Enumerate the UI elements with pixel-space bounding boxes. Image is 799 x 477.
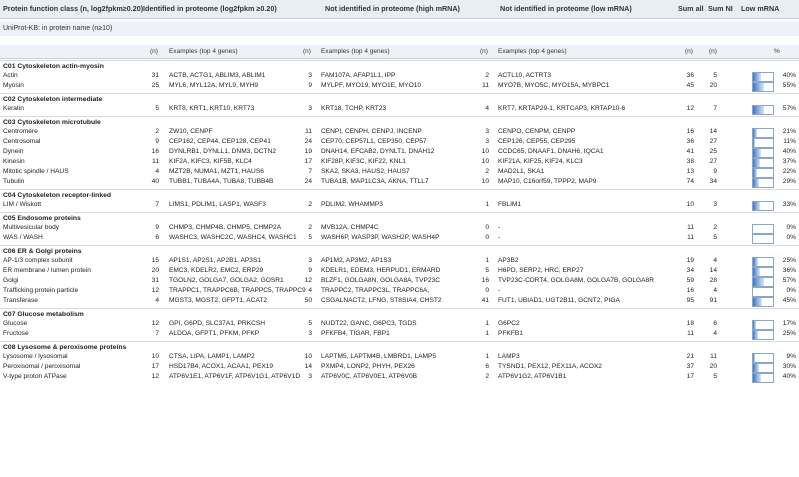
- cell-n1: 5: [155, 105, 159, 112]
- cell-sa: 10: [686, 201, 694, 208]
- low-mrna-bar-fill: [753, 73, 761, 81]
- cell-name: Golgi: [3, 277, 19, 284]
- cell-pct: 57%: [782, 105, 796, 112]
- cell-sa: 17: [686, 373, 694, 380]
- cell-e2: WASH6P, WASP3P, WASH2P, WASH4P: [321, 234, 440, 241]
- cell-sa: 11: [687, 234, 694, 241]
- low-mrna-bar-fill: [753, 179, 759, 187]
- table-row: [0, 256, 799, 266]
- cell-sn: 3: [713, 201, 717, 208]
- cell-sa: 16: [686, 128, 694, 135]
- cell-n2: 5: [308, 320, 312, 327]
- cell-n3: 10: [481, 148, 489, 155]
- low-mrna-bar: [752, 105, 774, 115]
- cell-n1: 15: [151, 257, 159, 264]
- low-mrna-bar: [752, 297, 774, 307]
- cell-n1: 9: [155, 224, 159, 231]
- cell-name: Trafficking protein particle: [3, 287, 79, 294]
- table-row: [0, 81, 799, 91]
- cell-n2: 10: [304, 353, 312, 360]
- cell-n3: 3: [485, 138, 489, 145]
- cell-e1: CHMP3, CHMP4B, CHMP5, CHMP2A: [169, 224, 282, 231]
- table-row: [0, 352, 799, 362]
- cell-n2: 9: [308, 267, 312, 274]
- table-row: [0, 319, 799, 329]
- cell-pct: 29%: [782, 178, 796, 185]
- low-mrna-bar-fill: [753, 354, 755, 362]
- cell-name: Mitotic spindle / HAUS: [3, 168, 69, 175]
- table-row: [0, 177, 799, 187]
- low-mrna-bar-fill: [753, 268, 760, 276]
- cell-e3: CENPO, CENPM, CENPP: [498, 128, 576, 135]
- cell-e1: DYNLRB1, DYNLL1, DNM3, DCTN2: [169, 148, 276, 155]
- cell-e2: SKA2, SKA3, HAUS2, HAUS7: [321, 168, 410, 175]
- cell-n3: 0: [485, 234, 489, 241]
- cell-n3: 0: [485, 287, 489, 294]
- category-title: C08 Lysosome & peroxisome proteins: [3, 344, 127, 351]
- cell-n2: 4: [308, 287, 312, 294]
- cell-n3: 1: [485, 257, 489, 264]
- table-row: [0, 167, 799, 177]
- cell-sa: 38: [686, 158, 694, 165]
- cell-pct: 0%: [786, 234, 796, 241]
- cell-pct: 36%: [782, 267, 796, 274]
- cell-sn: 4: [713, 257, 717, 264]
- cell-e2: PDLIM2, WHAMMP3: [321, 201, 383, 208]
- cell-n1: 31: [151, 72, 159, 79]
- low-mrna-bar-fill: [753, 298, 762, 306]
- cell-n2: 3: [308, 72, 312, 79]
- cell-name: Fructose: [3, 330, 29, 337]
- cell-e2: NUDT22, GANC, G6PC3, TGDS: [321, 320, 417, 327]
- cell-n1: 12: [151, 287, 159, 294]
- cell-e3: MAD2L1, SKA1: [498, 168, 545, 175]
- low-mrna-bar-fill: [753, 321, 756, 329]
- cell-e3: MAP10, C16orf59, TPPP2, MAP9: [498, 178, 597, 185]
- low-mrna-bar-fill: [753, 169, 757, 177]
- cell-e1: MGST3, MGST2, GFPT1, ACAT2: [169, 297, 268, 304]
- low-mrna-bar-fill: [753, 149, 761, 157]
- category-title: C03 Cytoskeleton microtubule: [3, 119, 101, 126]
- cell-e2: MVB12A, CHMP4C: [321, 224, 379, 231]
- cell-sn: 2: [713, 224, 717, 231]
- cell-e3: TVP23C-CDRT4, GOLGA8M, GOLGA7B, GOLGA8R: [498, 277, 654, 284]
- cell-n3: 10: [481, 158, 489, 165]
- header-function-class: Protein function class (n, log2fpkm≥0.20): [3, 4, 144, 13]
- cell-n3: 1: [485, 320, 489, 327]
- cell-n1: 17: [151, 363, 159, 370]
- table-row: [0, 276, 799, 286]
- cell-sa: 59: [686, 277, 694, 284]
- cell-sn: 6: [713, 320, 717, 327]
- cell-pct: 40%: [782, 148, 796, 155]
- cell-e2: MYLPF, MYO19, MYO1E, MYO10: [321, 82, 422, 89]
- cell-e2: CSGALNACT2, LFNG, ST8SIA4, CHST2: [321, 297, 442, 304]
- cell-sn: 20: [709, 363, 717, 370]
- cell-e2: BLZF1, GOLGA8N, GOLGA8A, TVP23C: [321, 277, 440, 284]
- cell-e3: PFKFB1: [498, 330, 523, 337]
- cell-n2: 50: [304, 297, 312, 304]
- cell-n2: 12: [304, 277, 312, 284]
- cell-e3: TYSND1, PEX12, PEX11A, ACOX2: [498, 363, 602, 370]
- cell-e3: -: [498, 234, 501, 241]
- cell-sa: 21: [686, 353, 694, 360]
- cell-e1: EMC3, KDELR2, EMC2, ERP29: [169, 267, 264, 274]
- cell-sa: 11: [687, 330, 694, 337]
- cell-e2: KDELR1, EDEM3, HERPUD1, ERMARD: [321, 267, 441, 274]
- cell-sn: 7: [713, 105, 717, 112]
- cell-name: AP-1/3 complex subunit: [3, 257, 73, 264]
- category-title: C07 Glucose metabolism: [3, 311, 84, 318]
- low-mrna-bar: [752, 201, 774, 211]
- cell-n3: 11: [482, 82, 489, 89]
- header-sum-ni: Sum NI: [708, 4, 733, 13]
- cell-sn: 4: [713, 330, 717, 337]
- cell-n3: 2: [485, 168, 489, 175]
- table-row: [0, 147, 799, 157]
- cell-n2: 2: [308, 201, 312, 208]
- cell-e2: FAM107A, AFAP1L1, IPP: [321, 72, 396, 79]
- cell-sa: 11: [687, 224, 694, 231]
- cell-pct: 17%: [782, 320, 796, 327]
- cell-name: Tubulin: [3, 178, 25, 185]
- cell-name: Peroxisomal / peroxisomal: [3, 363, 81, 370]
- cell-n1: 7: [155, 330, 159, 337]
- cell-n2: 7: [308, 168, 312, 175]
- cell-sa: 34: [686, 267, 694, 274]
- cell-n3: 1: [485, 330, 489, 337]
- cell-sn: 11: [710, 353, 717, 360]
- cell-e2: TRAPPC2, TRAPPC3L, TRAPPC6A,: [321, 287, 430, 294]
- cell-e1: MZT2B, NUMA1, MZT1, HAUS6: [169, 168, 264, 175]
- cell-sa: 41: [686, 148, 694, 155]
- cell-n1: 10: [151, 353, 159, 360]
- cell-sa: 74: [686, 178, 694, 185]
- cell-n1: 31: [151, 277, 159, 284]
- cell-name: ER membrane / lumen protein: [3, 267, 91, 274]
- table-row: [0, 127, 799, 137]
- category-title: C05 Endosome proteins: [3, 215, 81, 222]
- table-row: [0, 233, 799, 243]
- cell-name: WAS / WASH: [3, 234, 43, 241]
- cell-name: V-type proton ATPase: [3, 373, 67, 380]
- cell-e3: ATP6V1G2, ATP6V1B1: [498, 373, 567, 380]
- low-mrna-bar-fill: [753, 83, 764, 91]
- category-title: C04 Cytoskeleton receptor-linked: [3, 192, 112, 199]
- cell-sn: 5: [713, 373, 717, 380]
- category-title: C01 Cytoskeleton actin-myosin: [3, 63, 104, 70]
- category-title: C06 ER & Golgi proteins: [3, 248, 82, 255]
- cell-n3: 3: [485, 128, 489, 135]
- cell-sn: 28: [709, 277, 717, 284]
- cell-n1: 6: [155, 234, 159, 241]
- cell-pct: 9%: [786, 353, 796, 360]
- cell-n1: 25: [151, 82, 159, 89]
- cell-e1: KIF2A, KIFC3, KIF5B, KLC4: [169, 158, 252, 165]
- table-row: [0, 329, 799, 339]
- cell-sa: 37: [686, 363, 694, 370]
- cell-n2: 3: [308, 105, 312, 112]
- cell-n3: 4: [485, 105, 489, 112]
- cell-e2: LAPTM5, LAPTM4B, LMBRD1, LAMP5: [321, 353, 437, 360]
- cell-e2: ATP6V0C, ATP6V0E1, ATP6V0B: [321, 373, 418, 380]
- low-mrna-bar-fill: [753, 331, 758, 339]
- cell-e2: KIF28P, KIF3C, KIF22, KNL1: [321, 158, 406, 165]
- cell-n2: 2: [308, 224, 312, 231]
- cell-n3: 1: [485, 201, 489, 208]
- cell-e3: FUT1, UBIAD1, UGT2B11, GCNT2, PIGA: [498, 297, 620, 304]
- cell-e2: KRT18, TCHP, KRT23: [321, 105, 387, 112]
- cell-n1: 7: [155, 201, 159, 208]
- low-mrna-bar: [752, 330, 774, 340]
- cell-n3: 0: [485, 224, 489, 231]
- cell-e3: LAMP3: [498, 353, 520, 360]
- cell-name: Myosin: [3, 82, 24, 89]
- table-row: [0, 71, 799, 81]
- cell-n3: 2: [485, 72, 489, 79]
- cell-e1: GPI, G6PD, SLC37A1, PRKCSH: [169, 320, 266, 327]
- cell-n2: 24: [304, 178, 312, 185]
- cell-n2: 9: [308, 82, 312, 89]
- cell-name: Centromere: [3, 128, 38, 135]
- subheader-uniprot: UniProt-KB: in protein name (n≥10): [0, 21, 799, 36]
- cell-e1: WASHC3, WASHC2C, WASHC4, WASHC1: [169, 234, 297, 241]
- cell-e3: CCDC65, DNAAF1, DNAH6, IQCA1: [498, 148, 604, 155]
- cell-pct: 21%: [782, 128, 796, 135]
- cell-name: Kinesin: [3, 158, 25, 165]
- cell-e1: LIMS1, PDLIM1, LASP1, WASF3: [169, 201, 266, 208]
- low-mrna-bar: [752, 82, 774, 92]
- cell-pct: 0%: [786, 287, 796, 294]
- cell-pct: 40%: [782, 373, 796, 380]
- cell-n1: 11: [152, 158, 159, 165]
- cell-sa: 95: [686, 297, 694, 304]
- cell-e2: CEP70, CEP57L1, CEP350, CEP57: [321, 138, 427, 145]
- cell-e3: KIF21A, KIF25, KIF24, KLC3: [498, 158, 583, 165]
- cell-e1: MYL6, MYL12A, MYL9, MYH9: [169, 82, 259, 89]
- cell-pct: 40%: [782, 72, 796, 79]
- header-not-identified-high: Not identified in proteome (high mRNA): [325, 4, 460, 13]
- cell-e2: PXMP4, LONP2, PHYH, PEX26: [321, 363, 415, 370]
- cell-name: Centrosomal: [3, 138, 41, 145]
- cell-n2: 14: [304, 363, 312, 370]
- cell-e1: ACTB, ACTG1, ABLIM3, ABLIM1: [169, 72, 266, 79]
- cell-pct: 22%: [782, 168, 796, 175]
- cell-n2: 24: [304, 138, 312, 145]
- cell-n3: 2: [485, 373, 489, 380]
- cell-n3: 16: [481, 277, 489, 284]
- cell-sn: 25: [709, 148, 717, 155]
- header-identified: Identified in proteome (log2fpkm ≥0.20): [143, 4, 277, 13]
- cell-n2: 17: [304, 158, 312, 165]
- cell-e3: H6PD, SERP2, HRC, ERP27: [498, 267, 584, 274]
- cell-n3: 41: [481, 297, 489, 304]
- cell-name: Lysosome / lysosomal: [3, 353, 68, 360]
- header-not-identified-low: Not identified in proteome (low mRNA): [500, 4, 632, 13]
- cell-e1: TRAPPC1, TRAPPC6B, TRAPPC5, TRAPPC9: [169, 287, 306, 294]
- cell-e1: KRT8, KRT1, KRT10, KRT73: [169, 105, 255, 112]
- cell-e3: MYO7B, MYO5C, MYO15A, MYBPC1: [498, 82, 610, 89]
- table-row: [0, 286, 799, 296]
- cell-e3: -: [498, 224, 501, 231]
- cell-sn: 91: [709, 297, 717, 304]
- low-mrna-bar: [752, 234, 774, 244]
- cell-e3: -: [498, 287, 501, 294]
- cell-n1: 4: [155, 168, 159, 175]
- low-mrna-bar-fill: [753, 364, 759, 372]
- low-mrna-bar-fill: [753, 374, 761, 382]
- cell-pct: 11%: [783, 138, 796, 145]
- cell-n1: 40: [151, 178, 159, 185]
- cell-n1: 20: [151, 267, 159, 274]
- cell-n2: 3: [308, 330, 312, 337]
- cell-sn: 27: [709, 158, 717, 165]
- low-mrna-bar-fill: [753, 106, 764, 114]
- cell-e3: KRT7, KRTAP29-1, KRTCAP3, KRTAP10-6: [498, 105, 626, 112]
- cell-n2: 19: [304, 148, 312, 155]
- cell-n1: 12: [151, 320, 159, 327]
- cell-name: Actin: [3, 72, 18, 79]
- cell-sn: 14: [709, 128, 717, 135]
- cell-pct: 25%: [782, 257, 796, 264]
- table-row: [0, 362, 799, 372]
- cell-e2: CENPI, CENPH, CENPJ, INCENP: [321, 128, 422, 135]
- cell-n3: 1: [485, 353, 489, 360]
- table-row: [0, 296, 799, 306]
- low-mrna-bar-fill: [753, 278, 764, 286]
- cell-n1: 2: [155, 128, 159, 135]
- table-row: [0, 157, 799, 167]
- cell-sn: 27: [709, 138, 717, 145]
- table-row: [0, 104, 799, 114]
- cell-sa: 16: [686, 287, 694, 294]
- cell-pct: 25%: [782, 330, 796, 337]
- cell-sn: 34: [709, 178, 717, 185]
- cell-n3: 6: [485, 363, 489, 370]
- low-mrna-bar-fill: [753, 139, 755, 147]
- cell-sa: 36: [686, 138, 694, 145]
- cell-n3: 5: [485, 267, 489, 274]
- cell-e1: CEP162, CEP44, CEP128, CEP41: [169, 138, 271, 145]
- table-header: [0, 0, 799, 19]
- table-row: [0, 266, 799, 276]
- cell-e1: ALDOA, GFPT1, PFKM, PFKP: [169, 330, 260, 337]
- cell-pct: 37%: [782, 158, 796, 165]
- cell-pct: 57%: [782, 277, 796, 284]
- cell-e3: AP3B2: [498, 257, 519, 264]
- cell-pct: 55%: [782, 82, 796, 89]
- cell-e1: ATP6V1E1, ATP6V1F, ATP6V1G1, ATP6V1D: [169, 373, 301, 380]
- cell-n1: 12: [151, 373, 159, 380]
- cell-sn: 14: [709, 267, 717, 274]
- cell-sn: 5: [713, 72, 717, 79]
- cell-e1: AP1S1, AP2S1, AP2B1, AP3S1: [169, 257, 262, 264]
- low-mrna-bar: [752, 178, 774, 188]
- cell-sa: 13: [686, 168, 694, 175]
- cell-n2: 11: [305, 128, 312, 135]
- cell-sn: 20: [709, 82, 717, 89]
- cell-sa: 45: [686, 82, 694, 89]
- table-row: [0, 137, 799, 147]
- table-row: [0, 200, 799, 210]
- cell-e1: CTSA, LIPA, LAMP1, LAMP2: [169, 353, 255, 360]
- cell-n2: 5: [308, 234, 312, 241]
- cell-sa: 12: [686, 105, 694, 112]
- low-mrna-bar: [752, 373, 774, 383]
- cell-sn: 4: [713, 287, 717, 294]
- cell-name: LIM / Wiskott: [3, 201, 42, 208]
- cell-e3: ACTL10, ACTRT3: [498, 72, 552, 79]
- cell-name: Dynein: [3, 148, 24, 155]
- cell-n1: 9: [155, 138, 159, 145]
- cell-e2: PFKFB4, TIGAR, FBP1: [321, 330, 390, 337]
- cell-pct: 33%: [782, 201, 796, 208]
- cell-n2: 3: [308, 373, 312, 380]
- low-mrna-bar-fill: [753, 202, 760, 210]
- header-low-mrna: Low mRNA: [741, 4, 780, 13]
- cell-pct: 0%: [786, 224, 796, 231]
- cell-e3: CEP126, CEP55, CEP295: [498, 138, 576, 145]
- cell-e2: AP1M2, AP3M2, AP1S3: [321, 257, 392, 264]
- cell-e1: HSD17B4, ACOX1, ACAA1, PEX19: [169, 363, 274, 370]
- cell-sa: 18: [686, 320, 694, 327]
- cell-e1: TGOLN2, GOLGA7, GOLGA2, GOSR1: [169, 277, 284, 284]
- low-mrna-bar-fill: [753, 258, 758, 266]
- cell-name: Multivesicular body: [3, 224, 60, 231]
- low-mrna-bar-fill: [753, 159, 760, 167]
- cell-pct: 30%: [782, 363, 796, 370]
- subheader-columns: (n) Examples (top 4 genes) (n) Examples (top 4 genes) (n) Examples (top 4 genes) (n) (n) %: [0, 45, 799, 59]
- cell-e3: FBLIM1: [498, 201, 522, 208]
- cell-n1: 4: [155, 297, 159, 304]
- cell-n2: 3: [308, 257, 312, 264]
- cell-n3: 10: [481, 178, 489, 185]
- cell-name: Keratin: [3, 105, 24, 112]
- cell-e1: TUBB1, TUBA4A, TUBA8, TUBB4B: [169, 178, 274, 185]
- cell-name: Transferase: [3, 297, 38, 304]
- table-row: [0, 372, 799, 382]
- table-row: [0, 223, 799, 233]
- cell-name: Glucose: [3, 320, 28, 327]
- category-title: C02 Cytoskeleton intermediate: [3, 96, 103, 103]
- cell-e1: ZW10, CENPF: [169, 128, 213, 135]
- cell-n1: 16: [151, 148, 159, 155]
- cell-sa: 19: [686, 257, 694, 264]
- cell-e3: G6PC2: [498, 320, 520, 327]
- cell-sn: 5: [713, 234, 717, 241]
- header-sum-all: Sum all: [678, 4, 704, 13]
- cell-e2: DNAH14, EFCAB2, DYNLT1, DNAH12: [321, 148, 435, 155]
- low-mrna-bar-fill: [753, 129, 757, 137]
- cell-sn: 9: [713, 168, 717, 175]
- cell-sa: 36: [686, 72, 694, 79]
- cell-pct: 45%: [782, 297, 796, 304]
- cell-e2: TUBA1B, MAP1LC3A, AKNA, TTLL7: [321, 178, 429, 185]
